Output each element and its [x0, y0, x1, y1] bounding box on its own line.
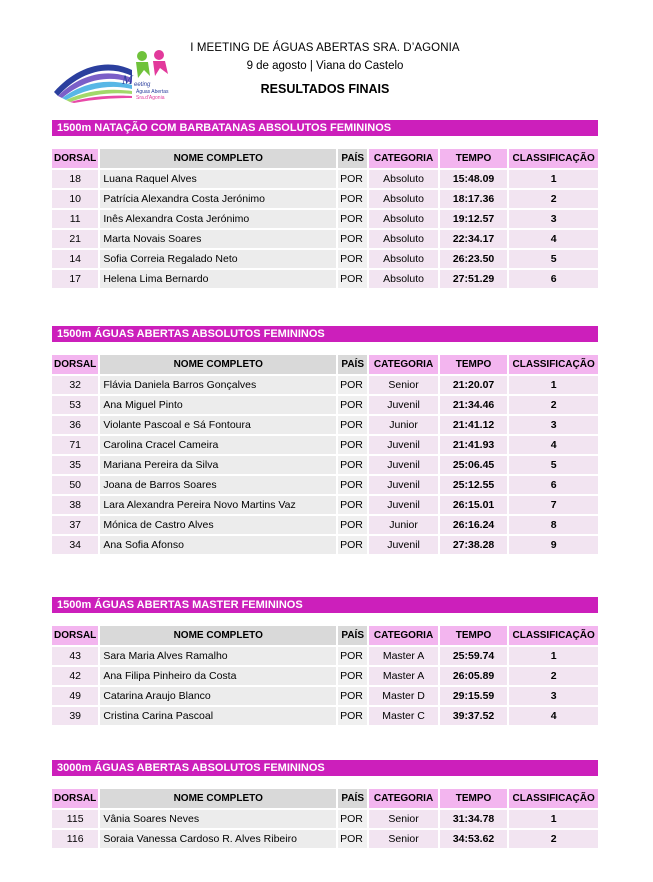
cell-pais: POR [338, 170, 367, 188]
cell-categoria: Juvenil [369, 396, 438, 414]
cell-categoria: Senior [369, 810, 438, 828]
cell-categoria: Juvenil [369, 456, 438, 474]
cell-pais: POR [338, 830, 367, 848]
cell-classificacao: 3 [509, 416, 598, 434]
cell-classificacao: 1 [509, 170, 598, 188]
cell-classificacao: 5 [509, 250, 598, 268]
column-header-dorsal: DORSAL [52, 626, 98, 645]
cell-classificacao: 6 [509, 270, 598, 288]
cell-tempo: 19:12.57 [440, 210, 508, 228]
column-header-tempo: TEMPO [440, 355, 508, 374]
cell-classificacao: 3 [509, 210, 598, 228]
cell-categoria: Juvenil [369, 436, 438, 454]
cell-tempo: 21:20.07 [440, 376, 508, 394]
results-title: RESULTADOS FINAIS [260, 82, 390, 96]
table-row [52, 496, 598, 514]
cell-nome: Marta Novais Soares [100, 230, 336, 248]
cell-dorsal: 14 [52, 250, 98, 268]
cell-categoria: Junior [369, 516, 438, 534]
cell-dorsal: 17 [52, 270, 98, 288]
cell-pais: POR [338, 230, 367, 248]
cell-tempo: 26:16.24 [440, 516, 508, 534]
cell-tempo: 18:17.36 [440, 190, 508, 208]
cell-categoria: Absoluto [369, 270, 438, 288]
table-row [52, 396, 598, 414]
table-row [52, 270, 598, 288]
cell-classificacao: 4 [509, 707, 598, 725]
column-header-pais: PAÍS [338, 789, 367, 808]
cell-categoria: Senior [369, 376, 438, 394]
cell-dorsal: 11 [52, 210, 98, 228]
event-date-location: 9 de agosto | Viana do Castelo [246, 60, 404, 72]
cell-tempo: 25:06.45 [440, 456, 508, 474]
cell-tempo: 39:37.52 [440, 707, 508, 725]
cell-categoria: Absoluto [369, 210, 438, 228]
table-header-row [52, 789, 598, 808]
table-row [52, 707, 598, 725]
cell-nome: Inês Alexandra Costa Jerónimo [100, 210, 336, 228]
svg-text:Sra.d'Agonia: Sra.d'Agonia [136, 95, 165, 101]
column-header-pais: PAÍS [338, 149, 367, 168]
cell-pais: POR [338, 707, 367, 725]
cell-tempo: 26:15.01 [440, 496, 508, 514]
column-header-categoria: CATEGORIA [369, 626, 438, 645]
table-row [52, 687, 598, 705]
cell-classificacao: 7 [509, 496, 598, 514]
cell-nome: Patrícia Alexandra Costa Jerónimo [100, 190, 336, 208]
cell-classificacao: 8 [509, 516, 598, 534]
column-header-categoria: CATEGORIA [369, 789, 438, 808]
cell-classificacao: 2 [509, 396, 598, 414]
section-title: 1500m ÁGUAS ABERTAS MASTER FEMININOS [52, 597, 598, 613]
logo-letter-m: M [122, 72, 133, 87]
cell-tempo: 25:59.74 [440, 647, 508, 665]
meeting-logo [52, 46, 182, 104]
cell-categoria: Master A [369, 647, 438, 665]
column-header-classificacao: CLASSIFICAÇÃO [509, 789, 598, 808]
column-header-pais: PAÍS [338, 626, 367, 645]
cell-classificacao: 1 [509, 647, 598, 665]
cell-categoria: Juvenil [369, 496, 438, 514]
cell-dorsal: 39 [52, 707, 98, 725]
cell-dorsal: 42 [52, 667, 98, 685]
cell-nome: Flávia Daniela Barros Gonçalves [100, 376, 336, 394]
cell-categoria: Senior [369, 830, 438, 848]
cell-categoria: Master A [369, 667, 438, 685]
table-row [52, 376, 598, 394]
cell-nome: Sofia Correia Regalado Neto [100, 250, 336, 268]
cell-classificacao: 9 [509, 536, 598, 554]
cell-nome: Cristina Carina Pascoal [100, 707, 336, 725]
column-header-categoria: CATEGORIA [369, 355, 438, 374]
table-row [52, 210, 598, 228]
cell-pais: POR [338, 476, 367, 494]
table-row [52, 250, 598, 268]
cell-nome: Carolina Cracel Cameira [100, 436, 336, 454]
cell-pais: POR [338, 516, 367, 534]
cell-tempo: 22:34.17 [440, 230, 508, 248]
cell-nome: Luana Raquel Alves [100, 170, 336, 188]
cell-nome: Vânia Soares Neves [100, 810, 336, 828]
results-table [50, 787, 600, 850]
table-header-row [52, 626, 598, 645]
cell-tempo: 21:41.93 [440, 436, 508, 454]
cell-nome: Sara Maria Alves Ramalho [100, 647, 336, 665]
table-row [52, 476, 598, 494]
cell-dorsal: 38 [52, 496, 98, 514]
cell-tempo: 26:05.89 [440, 667, 508, 685]
cell-nome: Mónica de Castro Alves [100, 516, 336, 534]
cell-dorsal: 115 [52, 810, 98, 828]
svg-text:eeting: eeting [134, 82, 151, 88]
cell-dorsal: 53 [52, 396, 98, 414]
table-header-row [52, 149, 598, 168]
cell-nome: Ana Miguel Pinto [100, 396, 336, 414]
cell-categoria: Juvenil [369, 536, 438, 554]
column-header-nome: NOME COMPLETO [100, 149, 336, 168]
section-1500m-master [52, 597, 598, 727]
cell-pais: POR [338, 536, 367, 554]
cell-classificacao: 5 [509, 456, 598, 474]
column-header-nome: NOME COMPLETO [100, 789, 336, 808]
column-header-classificacao: CLASSIFICAÇÃO [509, 626, 598, 645]
table-row [52, 456, 598, 474]
column-header-dorsal: DORSAL [52, 789, 98, 808]
cell-pais: POR [338, 667, 367, 685]
cell-dorsal: 71 [52, 436, 98, 454]
cell-dorsal: 50 [52, 476, 98, 494]
table-row [52, 190, 598, 208]
table-row [52, 416, 598, 434]
cell-classificacao: 1 [509, 376, 598, 394]
table-row [52, 516, 598, 534]
cell-tempo: 34:53.62 [440, 830, 508, 848]
cell-dorsal: 21 [52, 230, 98, 248]
cell-tempo: 31:34.78 [440, 810, 508, 828]
cell-pais: POR [338, 456, 367, 474]
event-title: I MEETING DE ÁGUAS ABERTAS SRA. D’AGONIA [190, 42, 460, 54]
column-header-dorsal: DORSAL [52, 355, 98, 374]
section-title: 1500m NATAÇÃO COM BARBATANAS ABSOLUTOS FEMININOS [52, 120, 598, 136]
cell-categoria: Absoluto [369, 190, 438, 208]
table-row [52, 536, 598, 554]
cell-tempo: 25:12.55 [440, 476, 508, 494]
cell-classificacao: 2 [509, 830, 598, 848]
column-header-dorsal: DORSAL [52, 149, 98, 168]
cell-tempo: 27:51.29 [440, 270, 508, 288]
cell-nome: Catarina Araujo Blanco [100, 687, 336, 705]
cell-pais: POR [338, 376, 367, 394]
cell-classificacao: 6 [509, 476, 598, 494]
column-header-nome: NOME COMPLETO [100, 355, 336, 374]
cell-categoria: Master C [369, 707, 438, 725]
cell-categoria: Absoluto [369, 250, 438, 268]
column-header-classificacao: CLASSIFICAÇÃO [509, 149, 598, 168]
results-table [50, 624, 600, 727]
cell-pais: POR [338, 647, 367, 665]
cell-nome: Ana Sofia Afonso [100, 536, 336, 554]
table-row [52, 647, 598, 665]
cell-classificacao: 4 [509, 230, 598, 248]
cell-dorsal: 34 [52, 536, 98, 554]
cell-pais: POR [338, 270, 367, 288]
table-row [52, 830, 598, 848]
cell-dorsal: 32 [52, 376, 98, 394]
cell-pais: POR [338, 810, 367, 828]
section-3000m-absolutos [52, 760, 598, 850]
table-row [52, 810, 598, 828]
cell-dorsal: 35 [52, 456, 98, 474]
column-header-tempo: TEMPO [440, 149, 508, 168]
cell-classificacao: 2 [509, 190, 598, 208]
cell-tempo: 26:23.50 [440, 250, 508, 268]
table-row [52, 667, 598, 685]
cell-dorsal: 116 [52, 830, 98, 848]
column-header-tempo: TEMPO [440, 789, 508, 808]
cell-tempo: 21:34.46 [440, 396, 508, 414]
results-table [50, 147, 600, 290]
cell-tempo: 27:38.28 [440, 536, 508, 554]
cell-dorsal: 36 [52, 416, 98, 434]
cell-nome: Ana Filipa Pinheiro da Costa [100, 667, 336, 685]
cell-dorsal: 43 [52, 647, 98, 665]
results-table [50, 353, 600, 556]
table-row [52, 436, 598, 454]
cell-categoria: Master D [369, 687, 438, 705]
cell-pais: POR [338, 210, 367, 228]
section-1500m-absolutos [52, 326, 598, 556]
column-header-pais: PAÍS [338, 355, 367, 374]
cell-nome: Joana de Barros Soares [100, 476, 336, 494]
cell-classificacao: 4 [509, 436, 598, 454]
cell-nome: Mariana Pereira da Silva [100, 456, 336, 474]
cell-nome: Helena Lima Bernardo [100, 270, 336, 288]
cell-tempo: 15:48.09 [440, 170, 508, 188]
cell-classificacao: 2 [509, 667, 598, 685]
cell-categoria: Junior [369, 416, 438, 434]
cell-dorsal: 10 [52, 190, 98, 208]
cell-pais: POR [338, 250, 367, 268]
cell-pais: POR [338, 190, 367, 208]
cell-categoria: Juvenil [369, 476, 438, 494]
cell-tempo: 21:41.12 [440, 416, 508, 434]
table-row [52, 170, 598, 188]
column-header-nome: NOME COMPLETO [100, 626, 336, 645]
column-header-classificacao: CLASSIFICAÇÃO [509, 355, 598, 374]
svg-text:Águas Abertas: Águas Abertas [136, 89, 169, 95]
cell-pais: POR [338, 687, 367, 705]
cell-pais: POR [338, 496, 367, 514]
cell-pais: POR [338, 396, 367, 414]
cell-categoria: Absoluto [369, 170, 438, 188]
cell-pais: POR [338, 436, 367, 454]
cell-categoria: Absoluto [369, 230, 438, 248]
cell-dorsal: 18 [52, 170, 98, 188]
table-row [52, 230, 598, 248]
cell-dorsal: 49 [52, 687, 98, 705]
cell-classificacao: 3 [509, 687, 598, 705]
cell-classificacao: 1 [509, 810, 598, 828]
cell-dorsal: 37 [52, 516, 98, 534]
table-header-row [52, 355, 598, 374]
cell-tempo: 29:15.59 [440, 687, 508, 705]
cell-nome: Lara Alexandra Pereira Novo Martins Vaz [100, 496, 336, 514]
column-header-categoria: CATEGORIA [369, 149, 438, 168]
section-1500m-barbatanas [52, 120, 598, 290]
cell-nome: Violante Pascoal e Sá Fontoura [100, 416, 336, 434]
cell-pais: POR [338, 416, 367, 434]
cell-nome: Soraia Vanessa Cardoso R. Alves Ribeiro [100, 830, 336, 848]
section-title: 3000m ÁGUAS ABERTAS ABSOLUTOS FEMININOS [52, 760, 598, 776]
section-title: 1500m ÁGUAS ABERTAS ABSOLUTOS FEMININOS [52, 326, 598, 342]
column-header-tempo: TEMPO [440, 626, 508, 645]
